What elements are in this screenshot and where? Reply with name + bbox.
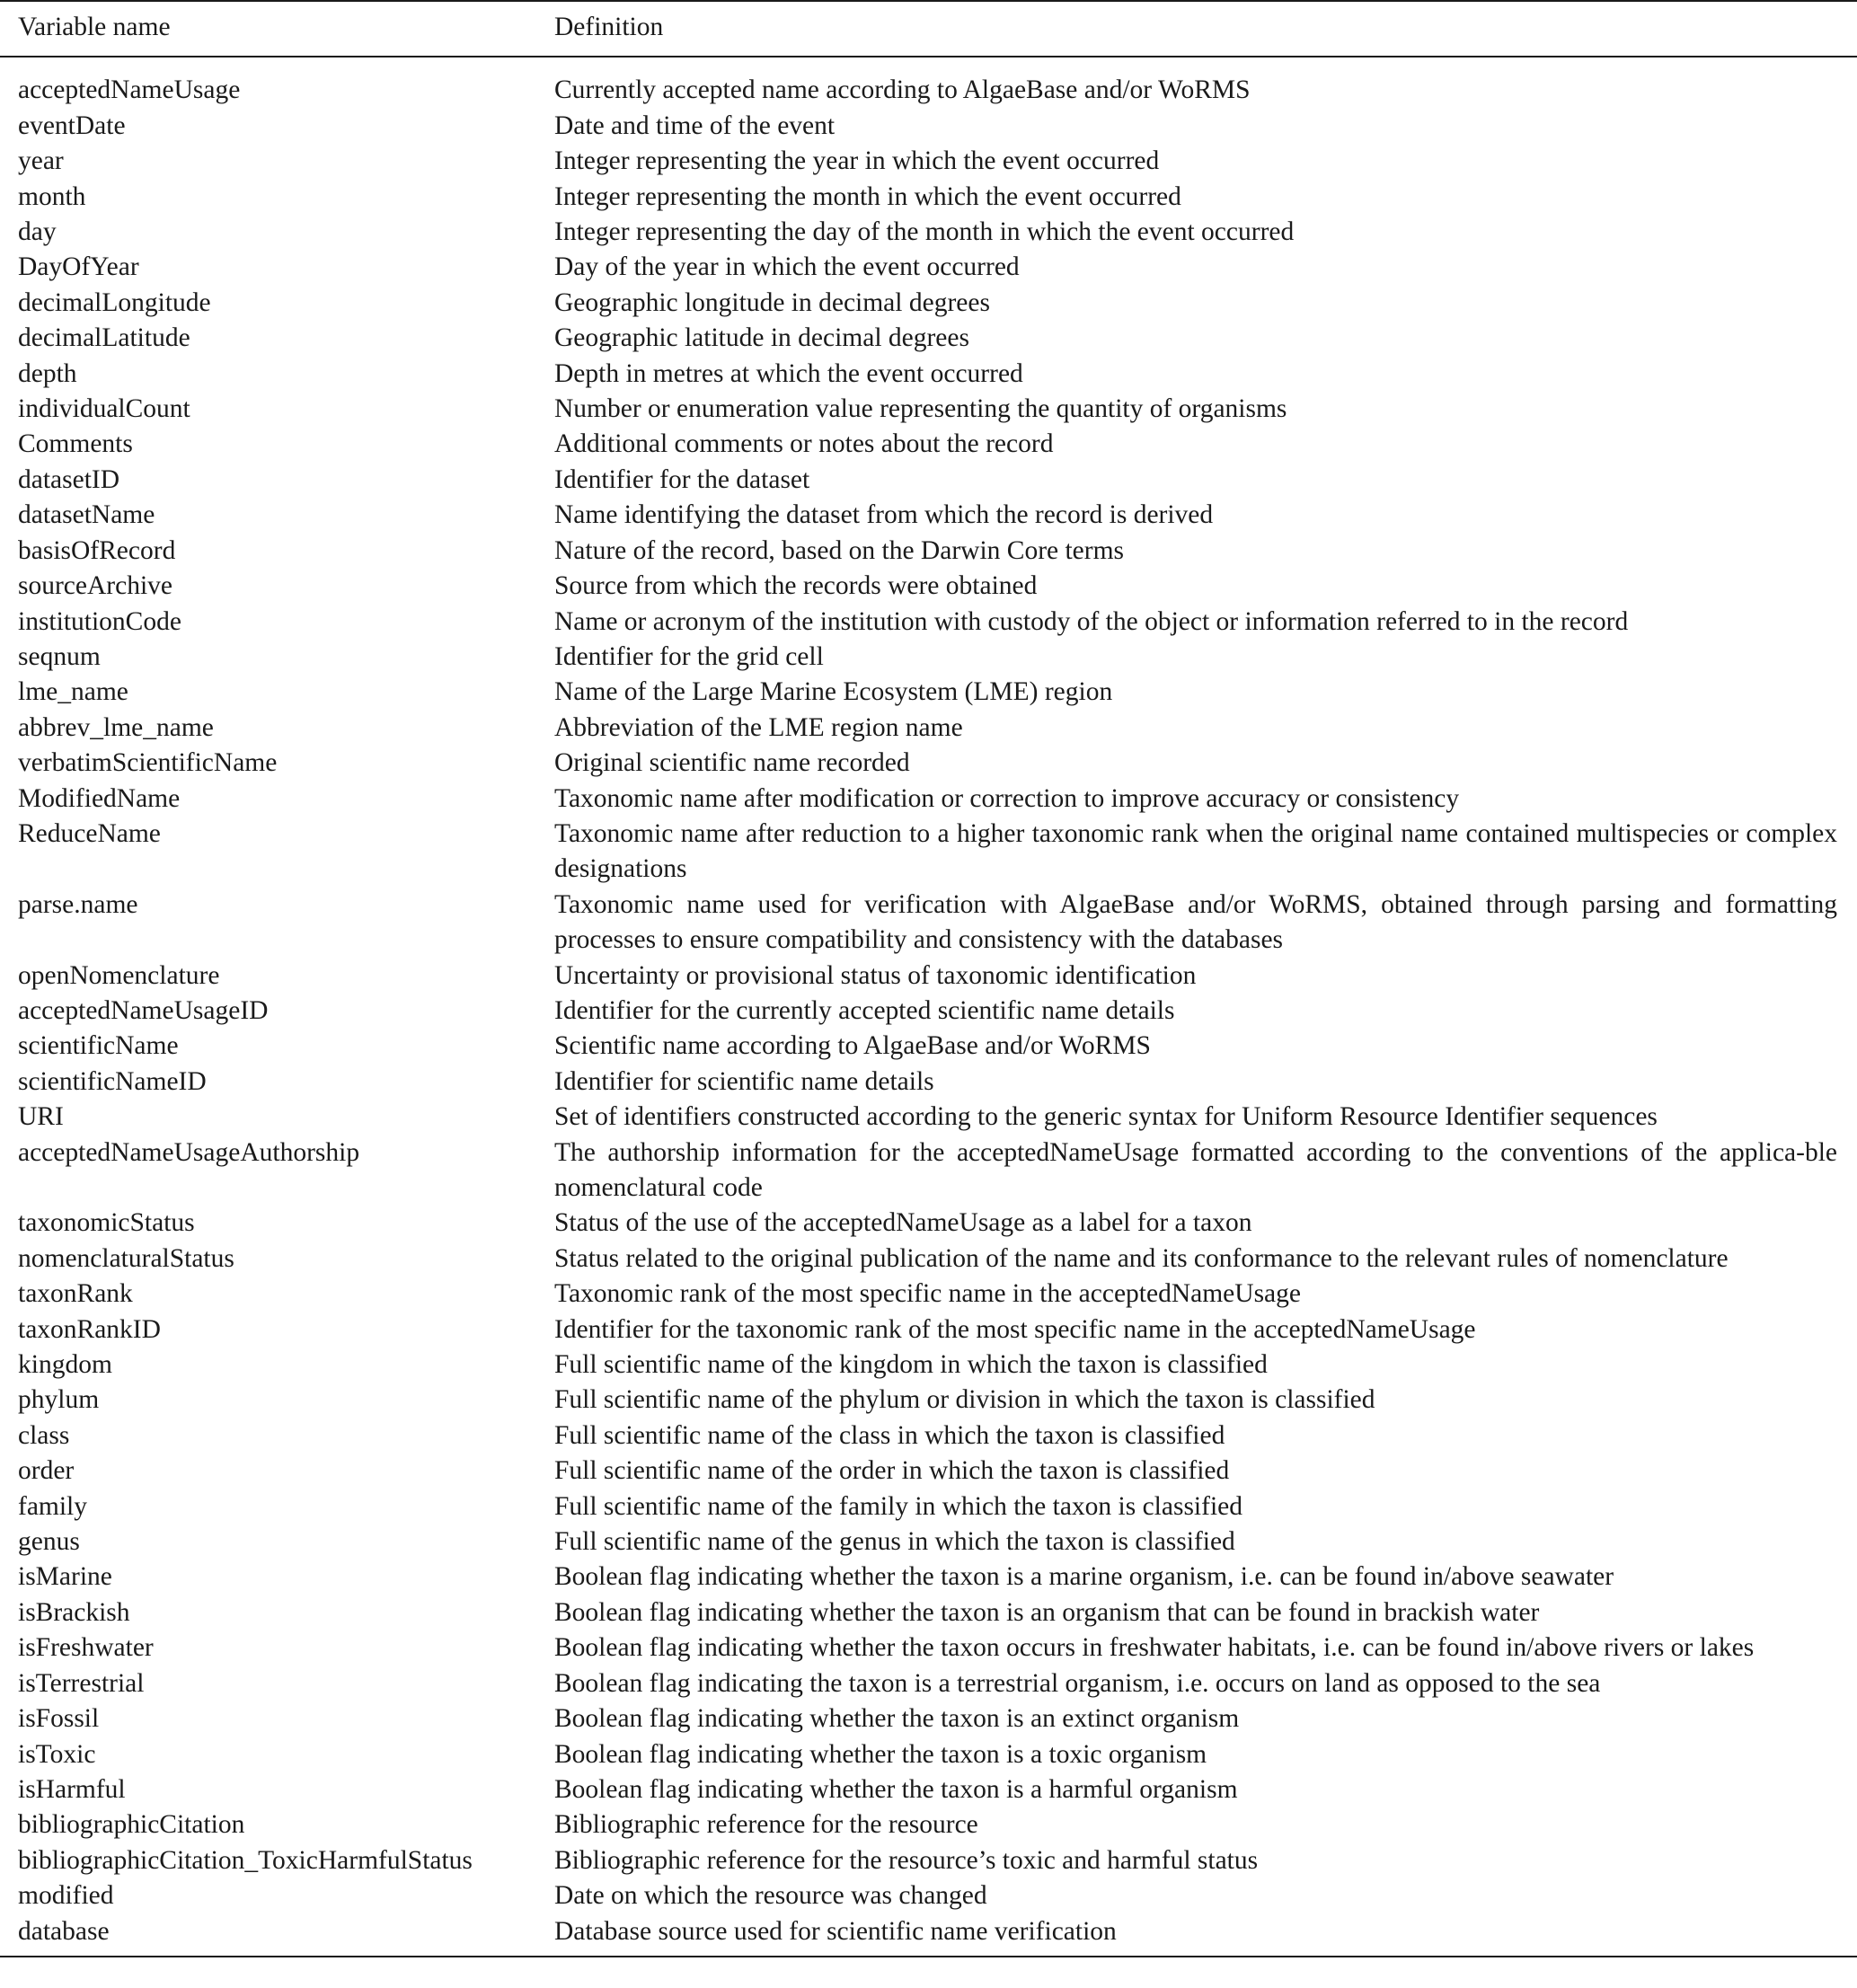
table-row	[0, 888, 1857, 959]
table-row	[0, 675, 1857, 710]
definition-cell: Identifier for the grid cell	[554, 641, 824, 671]
variable-name-cell: Comments	[18, 429, 133, 459]
table-row	[0, 286, 1857, 321]
definition-cell: Full scientific name of the genus in which the taxon is classified	[554, 1527, 1235, 1557]
variable-name-cell: isBrackish	[18, 1597, 130, 1627]
table-row	[0, 1312, 1857, 1347]
definition-cell: Taxonomic name after modification or correction to improve accuracy or consistency	[554, 783, 1460, 813]
table-rows	[0, 73, 1857, 1949]
variable-name-cell: isHarmful	[18, 1774, 126, 1804]
definition-cell: Currently accepted name according to AlgaeBase and/or WoRMS	[554, 75, 1251, 105]
definition-cell: Number or enumeration value representing the quantity of organisms	[554, 394, 1287, 424]
definition-cell: Boolean flag indicating whether the taxon is a harmful organism	[554, 1774, 1238, 1804]
variable-name-cell: eventDate	[18, 110, 126, 140]
definition-cell: Integer representing the year in which the event occurred	[554, 146, 1160, 176]
variable-name-cell: bibliographicCitation_ToxicHarmfulStatus	[18, 1845, 473, 1875]
definition-cell: Day of the year in which the event occurred	[554, 252, 1020, 282]
table-row	[0, 1065, 1857, 1100]
definition-cell: Additional comments or notes about the record	[554, 429, 1054, 459]
table-row	[0, 1206, 1857, 1241]
variable-name-cell: ModifiedName	[18, 783, 181, 813]
table-row	[0, 1383, 1857, 1418]
definition-cell: Full scientific name of the phylum or division in which the taxon is classified	[554, 1385, 1375, 1415]
table-row	[0, 215, 1857, 250]
variable-name-cell: acceptedNameUsage	[18, 75, 241, 105]
definition-cell: Original scientific name recorded	[554, 748, 910, 778]
definition-cell: Boolean flag indicating whether the taxon is an extinct organism	[554, 1704, 1240, 1734]
table-row	[0, 959, 1857, 994]
table	[0, 2, 1857, 56]
variable-name-cell: taxonRankID	[18, 1314, 161, 1344]
table-row	[0, 1418, 1857, 1453]
table-row	[0, 782, 1857, 817]
variable-name-cell: isFreshwater	[18, 1633, 154, 1663]
definition-cell: Date on which the resource was changed	[554, 1881, 987, 1911]
variable-name-cell: isFossil	[18, 1704, 100, 1734]
variable-name-cell: ReduceName	[18, 818, 161, 848]
definition-cell: Full scientific name of the family in which the taxon is classified	[554, 1491, 1242, 1521]
header-row	[0, 2, 1857, 56]
variable-name-cell: kingdom	[18, 1350, 112, 1380]
variable-name-cell: day	[18, 217, 57, 247]
variable-name-cell: acceptedNameUsageAuthorship	[18, 1137, 360, 1167]
table-row	[0, 1666, 1857, 1701]
definition-cell: Boolean flag indicating whether the taxon is a marine organism, i.e. can be found in/above seawater	[554, 1562, 1614, 1592]
table-row	[0, 357, 1857, 392]
table-header	[0, 2, 1857, 56]
table-row	[0, 498, 1857, 533]
table-row	[0, 994, 1857, 1029]
variable-name-cell: nomenclaturalStatus	[18, 1243, 234, 1273]
definition-cell: Uncertainty or provisional status of taxonomic identification	[554, 960, 1197, 990]
definition-cell: Identifier for the taxonomic rank of the most specific name in the acceptedNameUsage	[554, 1314, 1476, 1344]
definition-cell: Boolean flag indicating whether the taxon is a toxic organism	[554, 1739, 1207, 1769]
definition-cell: Status related to the original publication of the name and its conformance to the relevant rules of nomenclature	[554, 1243, 1729, 1273]
variable-name-cell: openNomenclature	[18, 960, 220, 990]
definition-cell: Depth in metres at which the event occurred	[554, 358, 1023, 388]
header-definition: Definition	[554, 13, 664, 41]
table-row	[0, 1347, 1857, 1383]
definition-cell: Integer representing the month in which the event occurred	[554, 181, 1181, 211]
definition-cell: Name of the Large Marine Ecosystem (LME) region	[554, 677, 1113, 707]
definition-cell: Taxonomic name used for verification with AlgaeBase and/or WoRMS, obtained through parsing and formatting processes to ensure compatibility and consistency with the databases	[554, 889, 1837, 955]
variable-name-cell: basisOfRecord	[18, 535, 176, 565]
variable-name-cell: phylum	[18, 1385, 100, 1415]
variable-name-cell: depth	[18, 358, 77, 388]
variable-name-cell: modified	[18, 1881, 114, 1911]
table-body	[0, 73, 1857, 1949]
table-row	[0, 1807, 1857, 1842]
table-row	[0, 746, 1857, 781]
definition-cell: Boolean flag indicating whether the taxon occurs in freshwater habitats, i.e. can be found in/above rivers or lakes	[554, 1633, 1755, 1663]
variable-name-cell: order	[18, 1456, 75, 1486]
variable-name-cell: family	[18, 1491, 88, 1521]
variable-name-cell: isToxic	[18, 1739, 96, 1769]
table-row	[0, 392, 1857, 427]
table-row	[0, 1843, 1857, 1878]
table-row	[0, 250, 1857, 285]
variable-name-cell: DayOfYear	[18, 252, 139, 282]
definition-cell: Integer representing the day of the month in which the event occurred	[554, 217, 1295, 247]
definition-cell: Database source used for scientific name verification	[554, 1916, 1117, 1946]
table-row	[0, 605, 1857, 640]
table-row	[0, 180, 1857, 215]
definition-cell: Taxonomic name after reduction to a higher taxonomic rank when the original name contained multispecies or complex designations	[554, 818, 1837, 884]
variable-name-cell: database	[18, 1916, 110, 1946]
table-row	[0, 1241, 1857, 1277]
variable-name-cell: month	[18, 181, 86, 211]
header-variable-name: Variable name	[18, 13, 171, 41]
table-row	[0, 463, 1857, 498]
variable-name-cell: acceptedNameUsageID	[18, 995, 269, 1025]
definition-cell: The authorship information for the acceptedNameUsage formatted according to the conventions of the applica-ble nomenclatural code	[554, 1137, 1837, 1202]
table-row	[0, 1524, 1857, 1559]
definition-cell: Boolean flag indicating the taxon is a terrestrial organism, i.e. occurs on land as opposed to the sea	[554, 1668, 1601, 1698]
variable-name-cell: datasetID	[18, 464, 120, 494]
variable-name-cell: URI	[18, 1102, 64, 1132]
table-row	[0, 321, 1857, 356]
table-row	[0, 427, 1857, 462]
table-row	[0, 1559, 1857, 1595]
definition-cell: Set of identifiers constructed according to the generic syntax for Uniform Resource Identifier sequences	[554, 1102, 1658, 1132]
table-row	[0, 1489, 1857, 1524]
table-row	[0, 1630, 1857, 1666]
variable-name-cell: parse.name	[18, 889, 138, 919]
table-row	[0, 1453, 1857, 1489]
definition-cell: Boolean flag indicating whether the taxon is an organism that can be found in brackish water	[554, 1597, 1540, 1627]
definition-cell: Taxonomic rank of the most specific name in the acceptedNameUsage	[554, 1279, 1301, 1309]
variable-name-cell: seqnum	[18, 641, 101, 671]
definition-cell: Name or acronym of the institution with custody of the object or information referred to in the record	[554, 606, 1629, 636]
definition-cell: Full scientific name of the class in which the taxon is classified	[554, 1420, 1225, 1450]
table-row	[0, 817, 1857, 888]
table-row	[0, 569, 1857, 604]
table-row	[0, 1100, 1857, 1135]
definition-cell: Status of the use of the acceptedNameUsage as a label for a taxon	[554, 1208, 1252, 1238]
table-row	[0, 1029, 1857, 1064]
variable-name-cell: decimalLatitude	[18, 323, 190, 353]
definition-cell: Identifier for the dataset	[554, 464, 810, 494]
variable-name-cell: isTerrestrial	[18, 1668, 145, 1698]
variable-name-cell: verbatimScientificName	[18, 748, 278, 778]
variable-name-cell: bibliographicCitation	[18, 1810, 245, 1840]
table-row	[0, 534, 1857, 569]
bottom-rule	[0, 1956, 1857, 1957]
table-row	[0, 1878, 1857, 1913]
table-row	[0, 640, 1857, 675]
table-row	[0, 109, 1857, 144]
variable-name-cell: lme_name	[18, 677, 128, 707]
table-row	[0, 711, 1857, 746]
definition-cell: Full scientific name of the kingdom in which the taxon is classified	[554, 1350, 1268, 1380]
table-row	[0, 73, 1857, 108]
table-row	[0, 1595, 1857, 1630]
variable-name-cell: scientificName	[18, 1031, 179, 1061]
table-row	[0, 144, 1857, 179]
variable-name-cell: sourceArchive	[18, 571, 173, 601]
variable-name-cell: year	[18, 146, 64, 176]
variable-name-cell: institutionCode	[18, 606, 181, 636]
definition-cell: Source from which the records were obtained	[554, 571, 1038, 601]
variable-name-cell: class	[18, 1420, 70, 1450]
definition-cell: Abbreviation of the LME region name	[554, 712, 963, 742]
definition-cell: Nature of the record, based on the Darwin Core terms	[554, 535, 1125, 565]
definition-cell: Name identifying the dataset from which the record is derived	[554, 500, 1214, 530]
variable-name-cell: datasetName	[18, 500, 155, 530]
definition-cell: Date and time of the event	[554, 110, 836, 140]
variable-name-cell: scientificNameID	[18, 1066, 207, 1096]
definition-cell: Bibliographic reference for the resource’s toxic and harmful status	[554, 1845, 1259, 1875]
table-row	[0, 1737, 1857, 1772]
variable-name-cell: individualCount	[18, 394, 190, 424]
table-row	[0, 1772, 1857, 1807]
definition-cell: Bibliographic reference for the resource	[554, 1810, 978, 1840]
variable-name-cell: genus	[18, 1527, 80, 1557]
variable-name-cell: abbrev_lme_name	[18, 712, 214, 742]
variable-name-cell: taxonomicStatus	[18, 1208, 195, 1238]
definition-cell: Geographic latitude in decimal degrees	[554, 323, 969, 353]
variable-name-cell: decimalLongitude	[18, 287, 211, 317]
variable-name-cell: isMarine	[18, 1562, 112, 1592]
table-row	[0, 1914, 1857, 1949]
definition-cell: Identifier for the currently accepted scientific name details	[554, 995, 1175, 1025]
variable-name-cell: taxonRank	[18, 1279, 133, 1309]
table-row	[0, 1277, 1857, 1312]
definition-cell: Geographic longitude in decimal degrees	[554, 287, 990, 317]
definition-cell: Full scientific name of the order in which the taxon is classified	[554, 1456, 1230, 1486]
table-row	[0, 1701, 1857, 1736]
table-row	[0, 1135, 1857, 1206]
definition-cell: Scientific name according to AlgaeBase and/or WoRMS	[554, 1031, 1151, 1061]
definition-cell: Identifier for scientific name details	[554, 1066, 934, 1096]
